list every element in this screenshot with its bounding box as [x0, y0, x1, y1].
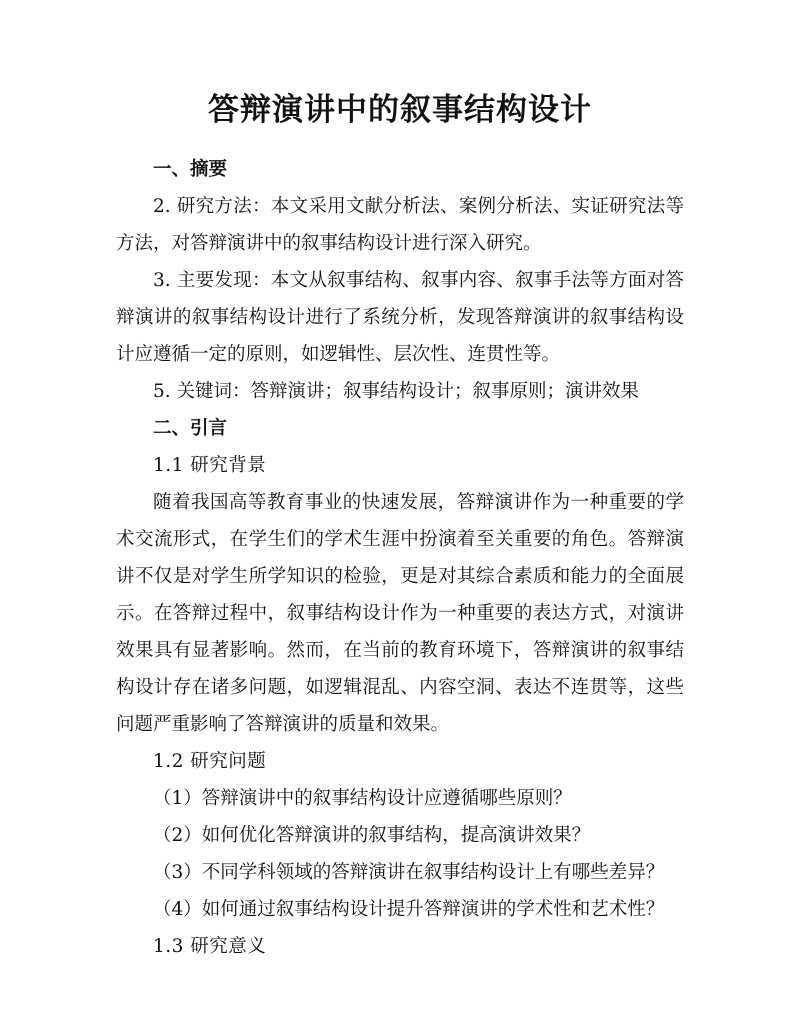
list-item-question-4: （4）如何通过叙事结构设计提升答辩演讲的学术性和艺术性？	[153, 899, 665, 920]
paragraph-keywords: 5. 关键词：答辩演讲；叙事结构设计；叙事原则；演讲效果	[153, 381, 640, 402]
subheading-research-questions: 1.2 研究问题	[153, 751, 267, 772]
subheading-research-background: 1.1 研究背景	[153, 455, 267, 476]
paragraph-research-methods: 2. 研究方法：本文采用文献分析法、案例分析法、实证研究法等方法，对答辩演讲中的叙事结构设计进行深入研究。	[116, 196, 684, 254]
list-item-question-1: （1）答辩演讲中的叙事结构设计应遵循哪些原则？	[153, 788, 572, 809]
list-item-question-2: （2）如何优化答辩演讲的叙事结构，提高演讲效果？	[153, 825, 591, 846]
document-title: 答辩演讲中的叙事结构设计	[208, 92, 592, 128]
document-body	[116, 151, 684, 965]
paragraph-research-background: 随着我国高等教育事业的快速发展，答辩演讲作为一种重要的学术交流形式，在学生们的学术生涯中扮演着至关重要的角色。答辩演讲不仅是对学生所学知识的检验，更是对其综合素质和能力的全面展示。在答辩过程中，叙事结构设计作为一种重要的表达方式，对演讲效果具有显著影响。然而，在当前的教育环境下，答辩演讲的叙事结构设计存在诸多问题，如逻辑混乱、内容空洞、表达不连贯等，这些问题严重影响了答辩演讲的质量和效果。	[116, 492, 684, 735]
list-item-question-3: （3）不同学科领域的答辩演讲在叙事结构设计上有哪些差异？	[153, 862, 665, 883]
section-heading-abstract: 一、摘要	[153, 159, 228, 180]
subheading-research-significance: 1.3 研究意义	[153, 936, 267, 957]
paragraph-main-findings: 3. 主要发现：本文从叙事结构、叙事内容、叙事手法等方面对答辩演讲的叙事结构设计进行了系统分析，发现答辩演讲的叙事结构设计应遵循一定的原则，如逻辑性、层次性、连贯性等。	[116, 270, 684, 365]
section-heading-introduction: 二、引言	[153, 418, 228, 439]
